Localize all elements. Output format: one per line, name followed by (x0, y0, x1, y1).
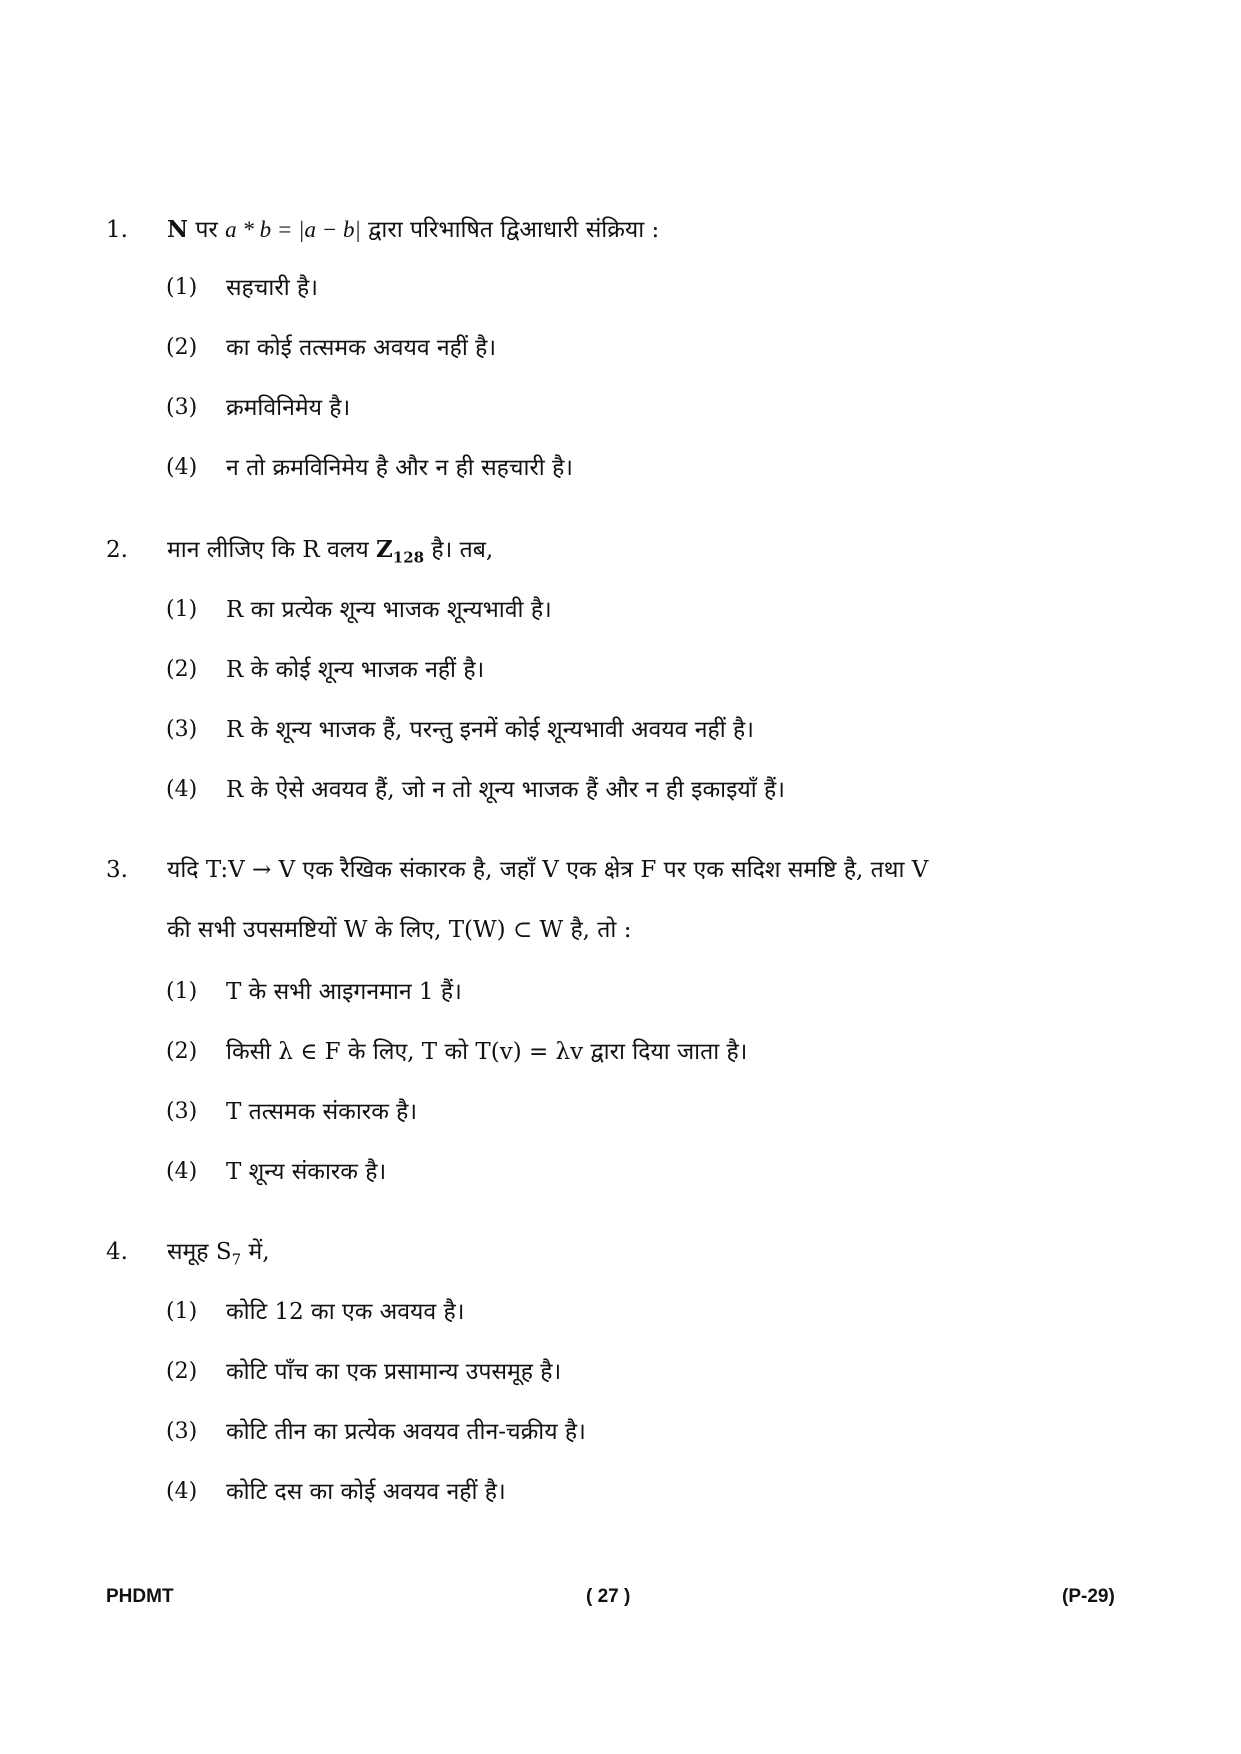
option-label: (3) (166, 717, 198, 742)
option (0, 710, 1241, 750)
option (0, 590, 1241, 630)
option (0, 448, 1241, 488)
option-label: (4) (166, 455, 198, 480)
option-text: कोटि 12 का एक अवयव है। (226, 1299, 465, 1325)
option-text: R के ऐसे अवयव हैं, जो न तो शून्य भाजक हैं और न ही इकाइयाँ हैं। (226, 777, 785, 803)
option-label: (3) (166, 1419, 198, 1444)
page-number: ( 27 ) (586, 1586, 631, 1607)
option (0, 1152, 1241, 1192)
option-label: (1) (166, 1299, 198, 1324)
question-number: 4. (106, 1239, 128, 1265)
option (0, 1352, 1241, 1392)
option-label: (4) (166, 1479, 198, 1504)
option-text: R के कोई शून्य भाजक नहीं है। (226, 657, 485, 683)
question-number: 3. (106, 857, 128, 883)
option (0, 328, 1241, 368)
ring-symbol: $Z_{128}$ (376, 536, 425, 567)
stem-text: में, (241, 1239, 270, 1265)
math-expression: a * b = |a − b| (225, 217, 361, 242)
option-text: T शून्य संकारक है। (226, 1159, 387, 1185)
option (0, 1292, 1241, 1332)
option-label: (2) (166, 1039, 198, 1064)
option (0, 1032, 1241, 1072)
option-label: (3) (166, 1099, 198, 1124)
option-text: R का प्रत्येक शून्य भाजक शून्यभावी है। (226, 597, 552, 623)
option-text: सहचारी है। (226, 275, 318, 301)
option-label: (4) (166, 1159, 198, 1184)
option-label: (1) (166, 597, 198, 622)
option-text: T तत्समक संकारक है। (226, 1099, 418, 1125)
option-text: R के शून्य भाजक हैं, परन्तु इनमें कोई शून्यभावी अवयव नहीं है। (226, 717, 754, 743)
stem-text: समूह S (167, 1239, 232, 1265)
stem-text: पर (195, 217, 218, 243)
option-text: किसी λ ∈ F के लिए, T को T(v) = λv द्वारा दिया जाता है। (226, 1039, 748, 1065)
paper-code: (P-29) (1062, 1586, 1115, 1607)
question-stem (167, 530, 1147, 578)
option (0, 650, 1241, 690)
option (0, 268, 1241, 308)
option-text: कोटि तीन का प्रत्येक अवयव तीन-चक्रीय है। (226, 1419, 586, 1445)
stem-text: मान लीजिए कि R वलय (167, 537, 369, 563)
option-text: T के सभी आइगनमान 1 हैं। (226, 979, 462, 1005)
option-text: न तो क्रमविनिमेय है और न ही सहचारी है। (226, 455, 574, 481)
option (0, 388, 1241, 428)
set-symbol: N (167, 216, 189, 243)
option (0, 1412, 1241, 1452)
question-number: 1. (106, 217, 128, 243)
option-label: (3) (166, 395, 198, 420)
question-stem-line-1: यदि T:V → V एक रैखिक संकारक है, जहाँ V एक क्षेत्र F पर एक सदिश समष्टि है, तथा V (167, 857, 929, 883)
option-label: (4) (166, 777, 198, 802)
subscript: 7 (231, 1250, 242, 1269)
question-stem (167, 210, 1147, 250)
option-text: का कोई तत्समक अवयव नहीं है। (226, 335, 497, 361)
option-label: (1) (166, 275, 198, 300)
option (0, 972, 1241, 1012)
option-text: क्रमविनिमेय है। (226, 395, 351, 421)
option-text: कोटि पाँच का एक प्रसामान्य उपसमूह है। (226, 1359, 562, 1385)
option-text: कोटि दस का कोई अवयव नहीं है। (226, 1479, 506, 1505)
option-label: (2) (166, 657, 198, 682)
option (0, 1092, 1241, 1132)
question-stem-line-2: की सभी उपसमष्टियों W के लिए, T(W) ⊂ W है, तो : (167, 917, 632, 943)
option-label: (1) (166, 979, 198, 1004)
stem-text: द्वारा परिभाषित द्विआधारी संक्रिया : (368, 217, 660, 243)
option (0, 1472, 1241, 1512)
question-number: 2. (106, 537, 128, 563)
option (0, 770, 1241, 810)
question-stem (167, 1232, 1147, 1280)
stem-text: है। तब, (431, 537, 494, 563)
footer-code: PHDMT (106, 1586, 174, 1607)
option-label: (2) (166, 335, 198, 360)
option-label: (2) (166, 1359, 198, 1384)
